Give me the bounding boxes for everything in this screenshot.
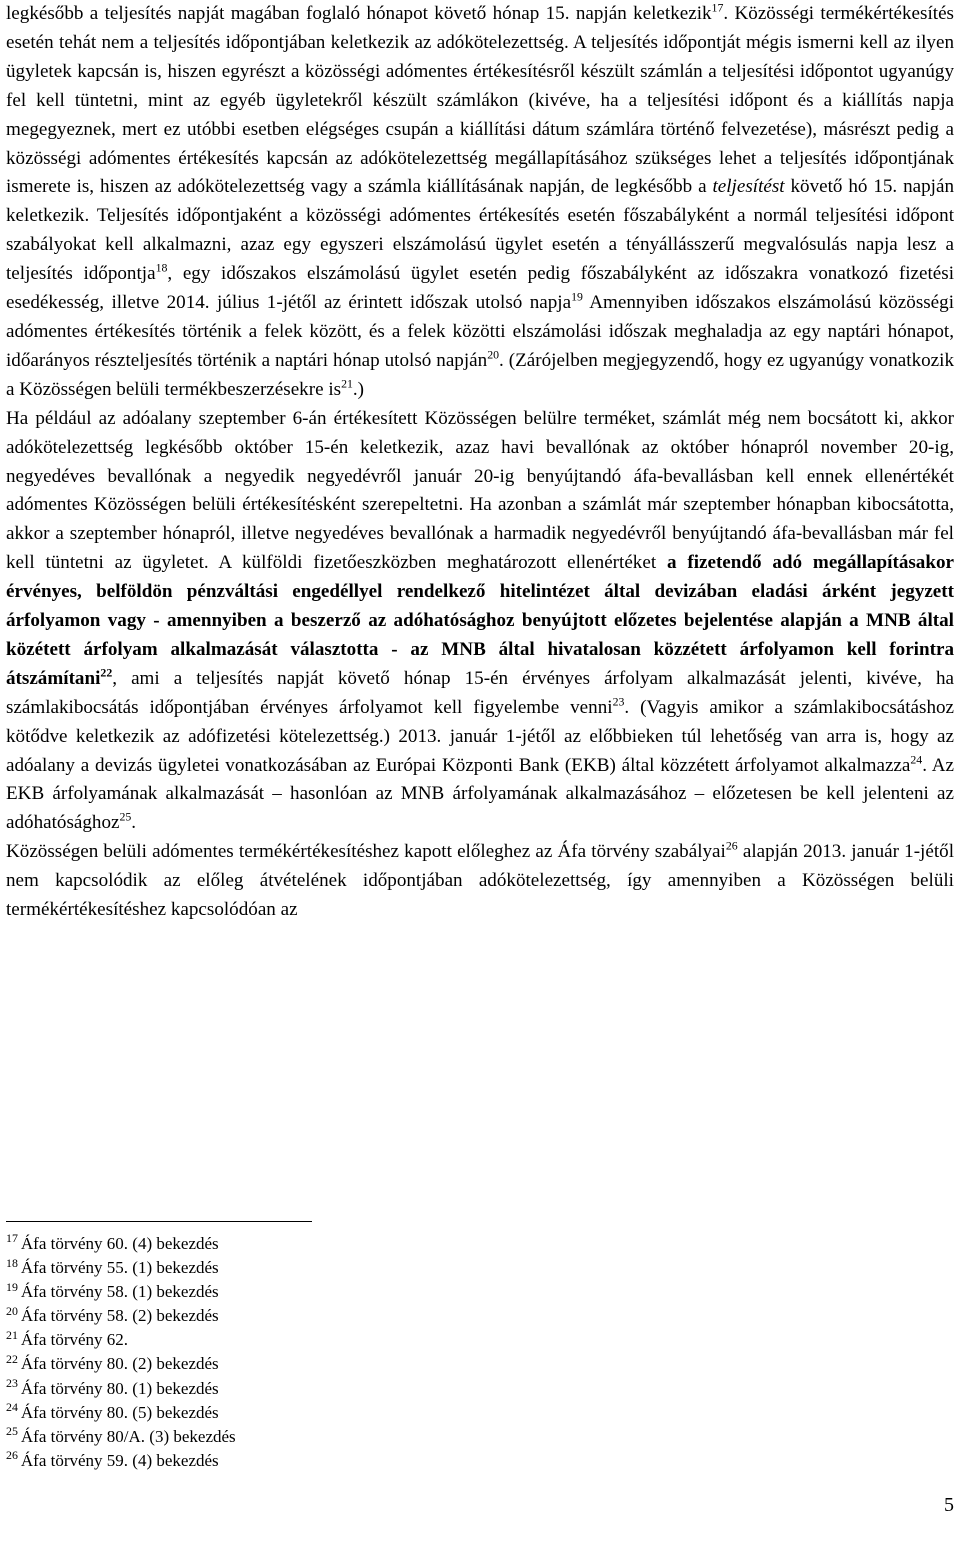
footnote-separator bbox=[6, 1221, 312, 1222]
footnote-text: Áfa törvény 80/A. (3) bekezdés bbox=[20, 1426, 236, 1446]
footnote-ref-24: 24 bbox=[910, 752, 923, 767]
footnote-text: Áfa törvény 80. (2) bekezdés bbox=[20, 1354, 219, 1374]
footnote-number: 25 bbox=[6, 1424, 18, 1439]
footnote-item bbox=[6, 1352, 406, 1376]
footnote-text: Áfa törvény 60. (4) bekezdés bbox=[20, 1234, 219, 1253]
paragraph-1 bbox=[6, 0, 954, 405]
footnote-ref-22: 22 bbox=[100, 665, 113, 680]
text-run: , ami a teljesítés napját követő hónap 15-én érvényes árfolyam alkalmazását jelenti, kivéve, ha számlakibocsátás időpontjában érvényes árfolyamot kell figyelembe venni bbox=[6, 667, 954, 718]
footnote-number: 19 bbox=[6, 1279, 18, 1294]
footnote-number: 21 bbox=[6, 1327, 18, 1342]
footnote-ref-23: 23 bbox=[612, 694, 625, 709]
paragraph-2 bbox=[6, 405, 954, 839]
text-run: . Az EKB árfolyamának alkalmazását – hasonlóan az MNB árfolyamának alkalmazásához – előzetesen be kell jelenteni az adóhatósághoz bbox=[6, 754, 954, 834]
text-run: követő hó 15. napján keletkezik. Teljesítés időpontjaként a közösségi adómentes értékesítés esetén főszabályként a normál teljesítési időpont szabályokat kell alkalmazni, azaz egy egyszeri elszámolású ügylet esetén a tényállásszerű megvalósulás napja lesz a teljesítés időpontja bbox=[6, 176, 954, 285]
text-run: Közösségen belüli adómentes termékértékesítéshez kapott előleghez az Áfa törvény szabályai bbox=[6, 841, 726, 863]
footnote-number: 18 bbox=[6, 1255, 18, 1270]
text-run: . (Vagyis amikor a számlakibocsátáshoz kötődve keletkezik az adófizetési kötelezettség.) 2013. január 1-jétől az előbbieken túl lehetőség van arra is, hogy az adóalany a devizás ügyletei vonatkozásában az Európai Központi Bank (EKB) által közzétett árfolyamot alkalmazza bbox=[6, 696, 955, 776]
paragraph-3 bbox=[6, 838, 954, 925]
footnote-text: Áfa törvény 58. (2) bekezdés bbox=[20, 1306, 219, 1326]
footnote-item bbox=[6, 1449, 406, 1473]
footnote-number: 17 bbox=[6, 1231, 18, 1246]
footnote-text: Áfa törvény 80. (1) bekezdés bbox=[20, 1378, 219, 1398]
footnote-ref-21: 21 bbox=[341, 376, 353, 391]
footnote-text: Áfa törvény 55. (1) bekezdés bbox=[20, 1258, 219, 1278]
footnote-ref-26: 26 bbox=[725, 838, 738, 853]
footnote-number: 20 bbox=[6, 1303, 18, 1318]
footnote-item bbox=[6, 1256, 406, 1280]
footnote-item bbox=[6, 1280, 406, 1304]
footnote-item bbox=[6, 1377, 406, 1401]
footnote-text: Áfa törvény 62. bbox=[20, 1330, 129, 1350]
text-run: Ha például az adóalany szeptember 6-án értékesített Közösségen belülre terméket, számlát még nem bocsátott ki, akkor adókötelezettség legkésőbb október 15-én keletkezik, azaz havi bevallónak az október hónapról november 20-ig, negyedéves bevallónak a negyedik negyedévről január 20-ig benyújtandó áfa-bevallásban kell ennek ellenértékét adómentes Közösségen belüli értékesítésként szerepeltetni. Ha azonban a számlát már szeptember hónapban kibocsátotta, akkor a szeptember hónapról, illetve negyedéves bevallónak a harmadik negyedévről benyújtandó áfa-bevallásban már fel kell tüntetni az ügyletet. A külföldi fizetőeszközben meghatározott ellenértéket bbox=[6, 407, 954, 574]
footnote-number: 26 bbox=[6, 1448, 18, 1463]
text-run: legkésőbb a teljesítés napját magában foglaló hónapot követő hónap 15. napján keletkezik bbox=[6, 3, 712, 24]
footnote-text: Áfa törvény 58. (1) bekezdés bbox=[20, 1282, 219, 1302]
text-run: .) bbox=[352, 378, 365, 400]
footnotes-list bbox=[6, 1232, 406, 1473]
text-run: alapján 2013. január 1-jétől nem kapcsolódik az előleg átvételének időpontjában adókötelezettség, így amennyiben a Közösségen belüli termékértékesítéshez kapcsolódóan az bbox=[6, 841, 954, 921]
text-run: . (Zárójelben megjegyzendő, hogy ez ugyanúgy vonatkozik a Közösségen belüli termékbeszerzésekre is bbox=[6, 349, 955, 400]
text-run: , egy időszakos elszámolású ügylet esetén pedig főszabályként az időszakra vonatkozó fizetési esedékesség, illetve 2014. július 1-jétől az érintett időszak utolsó napja bbox=[6, 263, 954, 314]
footnote-item bbox=[6, 1232, 406, 1256]
footnote-ref-25: 25 bbox=[119, 810, 132, 825]
footnote-ref-20: 20 bbox=[487, 347, 500, 362]
italic-run: teljesítést bbox=[712, 176, 785, 198]
footnote-number: 22 bbox=[6, 1351, 18, 1366]
footnote-number: 23 bbox=[6, 1376, 18, 1391]
page-number: 5 bbox=[944, 1494, 954, 1516]
footnote-text: Áfa törvény 80. (5) bekezdés bbox=[20, 1402, 219, 1422]
footnote-ref-17: 17 bbox=[711, 0, 724, 15]
footnote-item bbox=[6, 1425, 406, 1449]
text-run: Amennyiben időszakos elszámolású közösségi adómentes értékesítés történik a felek között, és a felek közötti elszámolási időszak meghaladja az egy naptári hónapot, időarányos részteljesítés történik a naptári hónap utolsó napján bbox=[6, 292, 955, 371]
footnote-ref-19: 19 bbox=[571, 289, 583, 304]
footnote-ref-18: 18 bbox=[155, 260, 168, 275]
footnote-item bbox=[6, 1401, 406, 1425]
text-run: . Közösségi termékértékesítés esetén tehát nem a teljesítés időpontjában keletkezik az adókötelezettség. A teljesítés időpontját mégis ismerni kell az ilyen ügyletek kapcsán is, hiszen egyrészt a közösségi adómentes értékesítésről készült számlán a teljesítési időpontot ugyanúgy fel kell tüntetni, mint az egyéb ügyletekről készült számlákon (kivéve, ha a teljesítési időpont és a kiállítás napja megegyeznek, mert ez utóbbi esetben elégséges csupán a kiállítási dátum számlára történő felvezetése), másrészt pedig a közösségi adómentes értékesítés kapcsán az adókötelezettség megállapításához szükséges lehet a teljesítés időpontjának ismerete is, hiszen az adókötelezettség vagy a számla kiállításának napján, de legkésőbb a bbox=[6, 3, 954, 198]
body-text bbox=[6, 0, 954, 925]
bold-run: a fizetendő adó megállapításakor érvényes, belföldön pénzváltási engedéllyel rendelkező hitelintézet által devizában eladási árként jegyzett árfolyamon vagy - amennyiben a beszerző az adóhatósághoz benyújtott előzetes bejelentése alapján a MNB által közétett árfolyam alkalmazását választotta - az MNB által hivatalosan közzétett árfolyamon kell forintra átszámítani bbox=[6, 552, 954, 689]
footnote-item bbox=[6, 1304, 406, 1328]
footnote-number: 24 bbox=[6, 1400, 18, 1415]
text-run: . bbox=[131, 812, 137, 834]
footnote-text: Áfa törvény 59. (4) bekezdés bbox=[20, 1450, 219, 1470]
footnote-item bbox=[6, 1328, 406, 1352]
